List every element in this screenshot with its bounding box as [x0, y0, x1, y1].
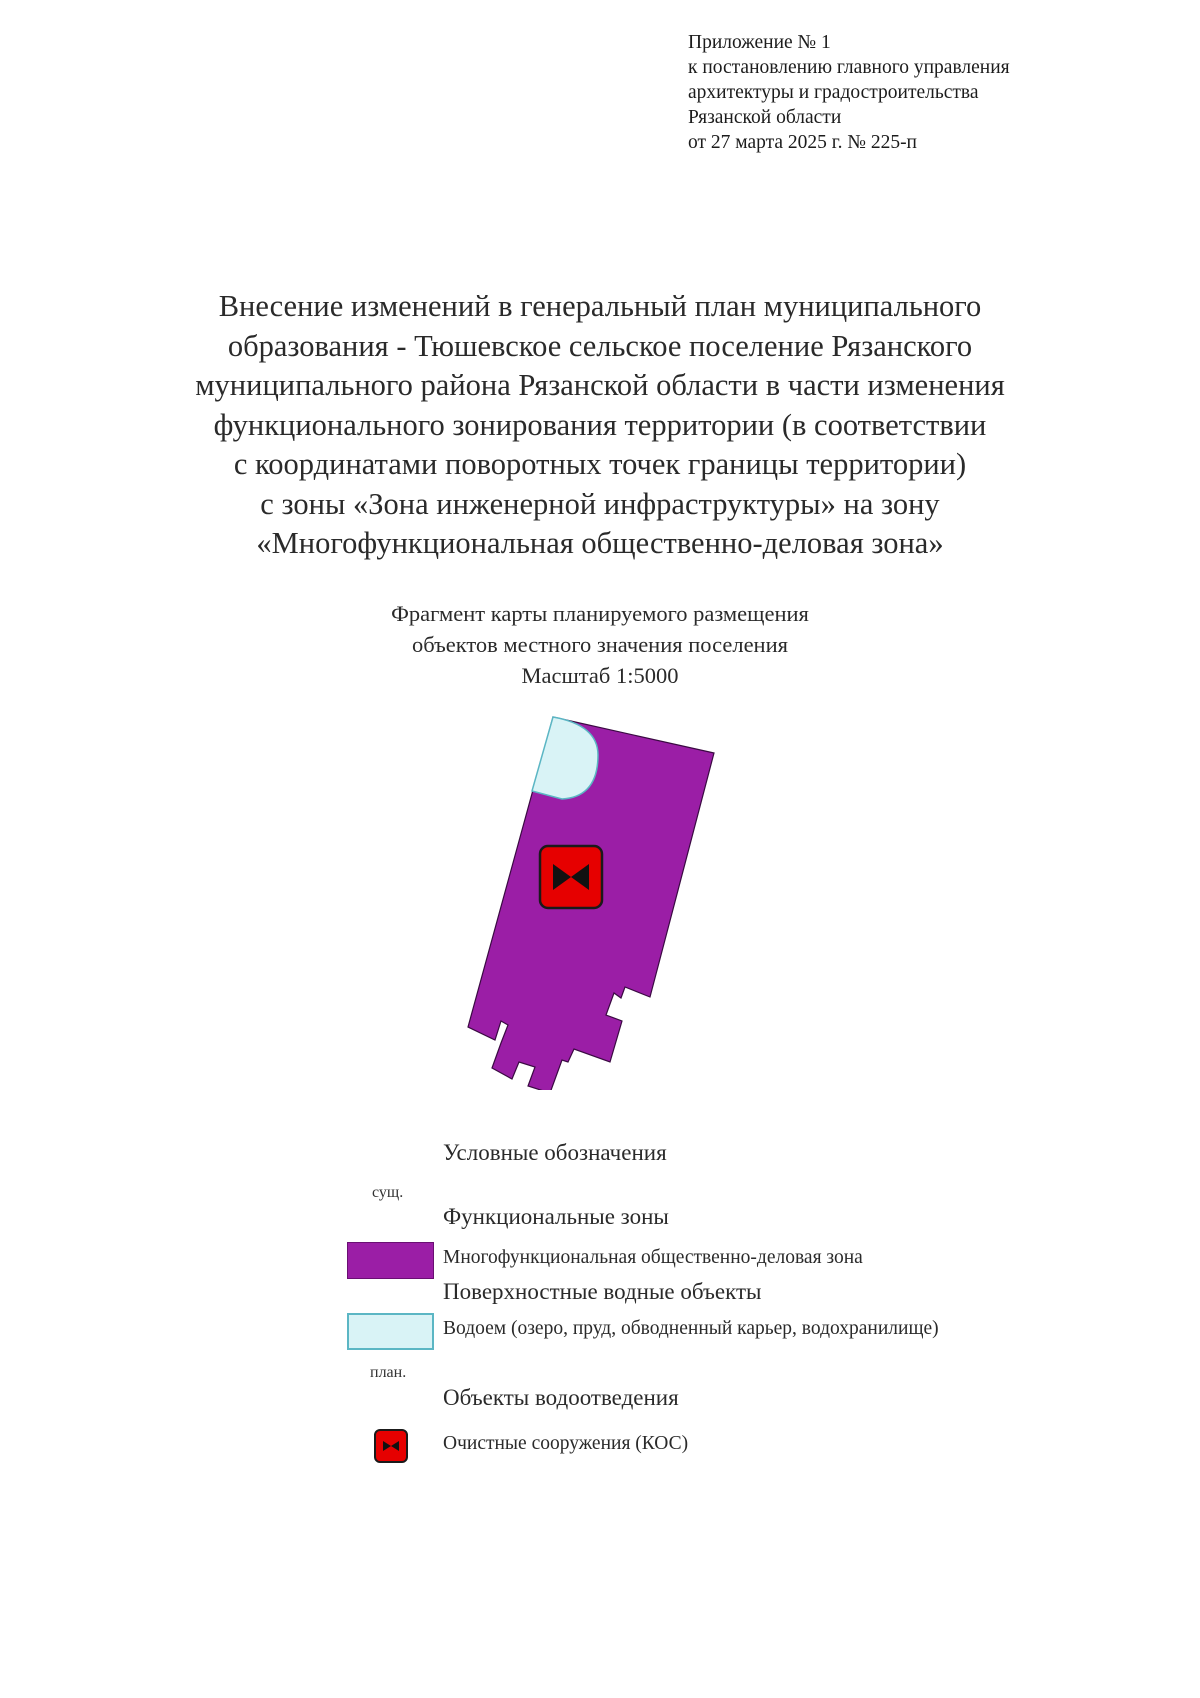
appendix-line: Рязанской области: [688, 107, 842, 128]
appendix-line: от 27 марта 2025 г. № 225-п: [688, 132, 917, 153]
appendix-line: архитектуры и градостроительства: [688, 82, 979, 103]
legend-water-label: Водоем (озеро, пруд, обводненный карьер, водохранилище): [443, 1318, 939, 1339]
legend-title: Условные обозначения: [443, 1140, 667, 1165]
title-line: с зоны «Зона инженерной инфраструктуры» на зону: [260, 486, 940, 521]
title-line: образования - Тюшевское сельское поселение Рязанского: [227, 328, 973, 363]
appendix-line: к постановлению главного управления: [688, 57, 1010, 78]
zone-swatch: [347, 1242, 434, 1279]
title-line: с координатами поворотных точек границы территории): [233, 447, 967, 481]
bowtie-icon: [540, 846, 602, 908]
bowtie-icon: [373, 1428, 409, 1464]
document-title: [100, 287, 1100, 564]
legend-status-existing: сущ.: [372, 1184, 404, 1201]
appendix-line: Приложение № 1: [688, 32, 831, 53]
legend-heading-functional-zones: Функциональные зоны: [443, 1204, 669, 1229]
legend-heading-water: Поверхностные водные объекты: [443, 1279, 762, 1304]
subtitle-line: Фрагмент карты планируемого размещения: [391, 601, 809, 626]
legend-heading-drainage: Объекты водоотведения: [443, 1385, 679, 1410]
map-scale: Масштаб 1:5000: [521, 663, 679, 688]
map-subtitle: [200, 598, 1000, 691]
legend-kos-label: Очистные сооружения (КОС): [443, 1433, 689, 1454]
appendix-block: [688, 30, 1010, 155]
subtitle-line: объектов местного значения поселения: [412, 632, 788, 657]
title-line: «Многофункциональная общественно-деловая зона»: [256, 526, 944, 560]
legend-zone-label: Многофункциональная общественно-деловая зона: [443, 1247, 863, 1268]
water-swatch: [347, 1313, 434, 1350]
title-line: муниципального района Рязанской области в части изменения: [195, 368, 1005, 402]
title-line: Внесение изменений в генеральный план муниципального: [218, 289, 982, 323]
title-line: функционального зонирования территории (в соответствии: [213, 407, 987, 442]
map-fragment: [450, 715, 720, 1090]
legend-status-planned: план.: [370, 1364, 407, 1381]
